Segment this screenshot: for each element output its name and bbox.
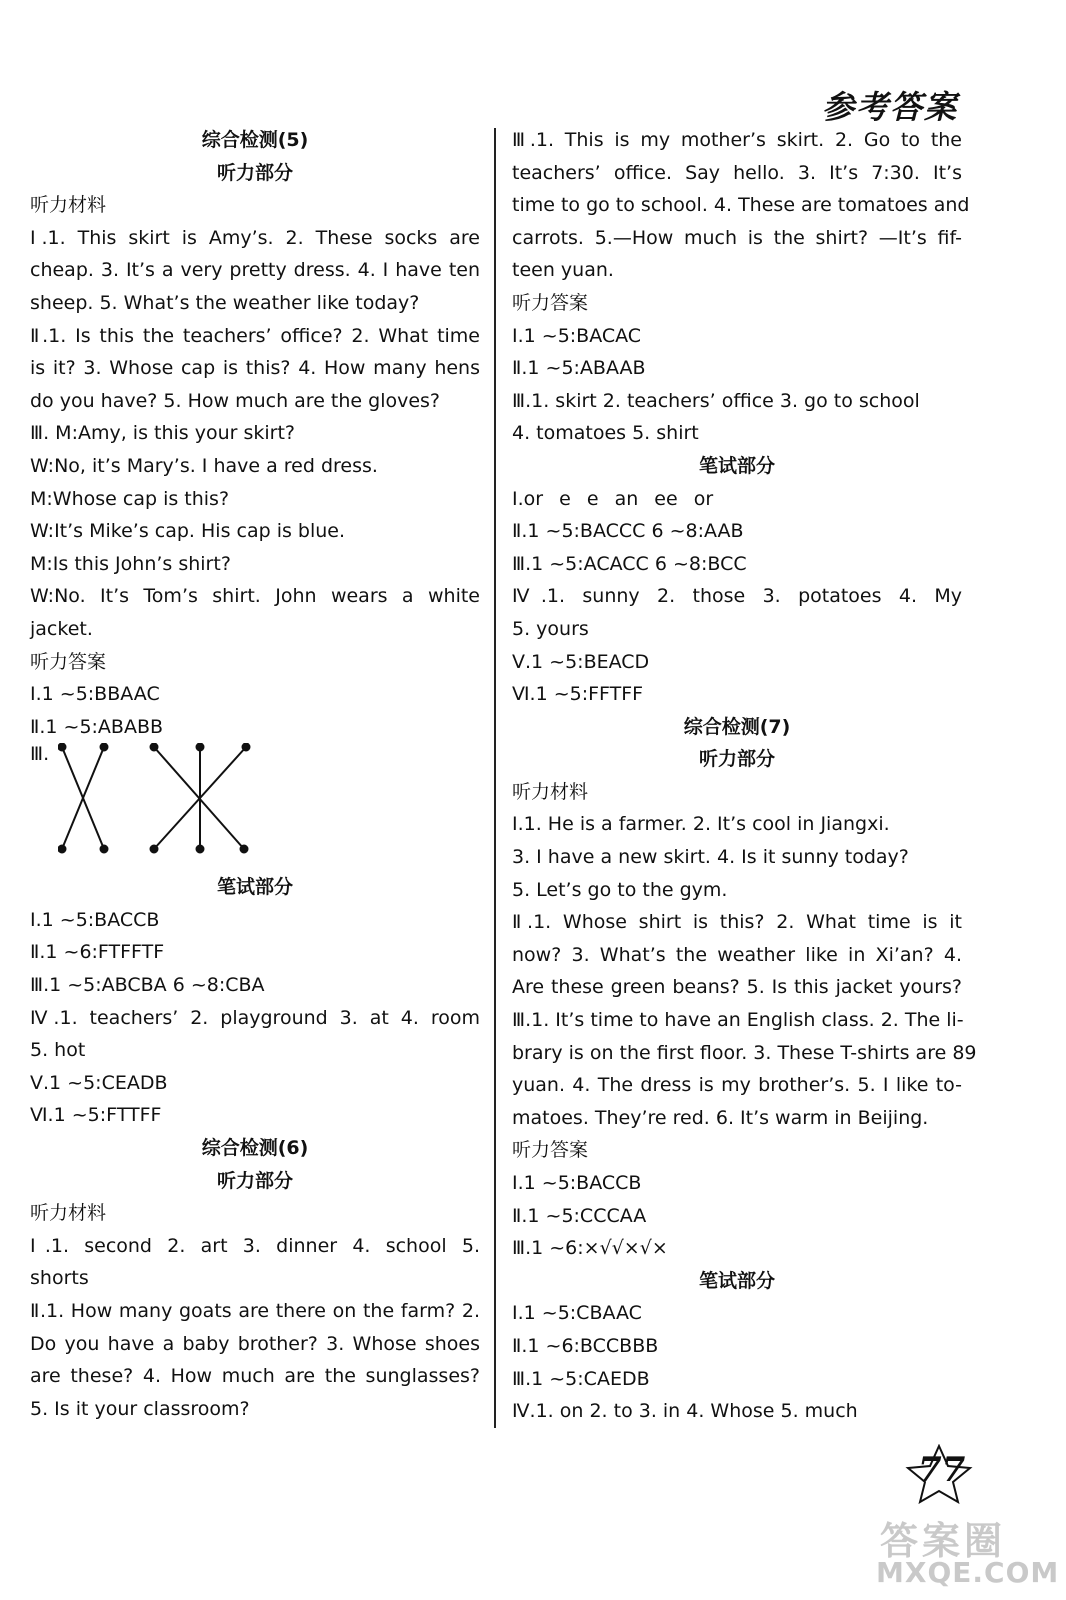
- watermark-logo: 答案圈: [880, 1519, 1007, 1563]
- section-subtitle: 听力部分: [698, 748, 775, 771]
- text-line: Ⅲ. M:Amy, is this your skirt?: [30, 422, 296, 445]
- section-title: 综合检测(7): [683, 715, 791, 738]
- text-line: matoes. They’re red. 6. It’s warm in Beijing.: [512, 1106, 929, 1129]
- page-number: 77: [918, 1450, 966, 1490]
- text-line: Ⅰ.1. second 2. art 3. dinner 4. school 5.: [30, 1234, 480, 1257]
- answer-line: Ⅰ.1 ~5:BACCB: [30, 908, 160, 931]
- column-divider: [494, 128, 496, 1428]
- text-line: shorts: [30, 1267, 89, 1290]
- answer-line: Ⅱ.1 ~5:CCCAA: [512, 1204, 647, 1227]
- answer-line: 4. tomatoes 5. shirt: [512, 422, 699, 445]
- text-line: 5. Let’s go to the gym.: [512, 878, 728, 901]
- text-line: sheep. 5. What’s the weather like today?: [30, 291, 420, 314]
- text-line: yuan. 4. The dress is my brother’s. 5. I like to-: [512, 1074, 962, 1097]
- section-title: 综合检测(5): [201, 129, 309, 151]
- text-line: Are these green beans? 5. Is this jacket yours?: [512, 976, 962, 999]
- section-subtitle: 笔试部分: [698, 1269, 775, 1292]
- answer-line: Ⅱ.1 ~5:BACCC 6 ~8:AAB: [512, 520, 744, 543]
- answer-line: Ⅳ.1. sunny 2. those 3. potatoes 4. My: [512, 585, 962, 608]
- text-line: Ⅱ.1. How many goats are there on the farm? 2.: [30, 1300, 480, 1322]
- answer-line: Ⅴ.1 ~5:BEACD: [512, 650, 650, 673]
- answer-line: Ⅴ.1 ~5:CEADB: [30, 1071, 168, 1094]
- subheading: 听力材料: [512, 780, 589, 803]
- answer-line: 5. hot: [30, 1039, 86, 1062]
- text-line: Ⅲ.1. This is my mother’s skirt. 2. Go to the: [512, 129, 962, 151]
- answer-line: Ⅱ.1 ~6:BCCBBB: [512, 1334, 659, 1357]
- answer-line: Ⅳ.1. teachers’ 2. playground 3. at 4. room: [30, 1006, 480, 1029]
- answer-line: Ⅱ.1 ~6:FTFFTF: [30, 941, 165, 964]
- section-title: 综合检测(6): [201, 1137, 309, 1160]
- answer-label: Ⅲ.: [30, 743, 50, 766]
- text-line: teachers’ office. Say hello. 3. It’s 7:30. It’s: [512, 161, 962, 184]
- text-line: M:Is this John’s shirt?: [30, 552, 231, 575]
- text-line: W:No. It’s Tom’s shirt. John wears a white: [30, 585, 480, 608]
- text-line: 5. Is it your classroom?: [30, 1397, 250, 1420]
- answer-line: Ⅰ.1 ~5:BBAAC: [30, 683, 160, 706]
- answer-line: Ⅵ.1 ~5:FTTFF: [30, 1104, 162, 1127]
- subheading: 听力材料: [30, 1202, 107, 1225]
- text-line: W:No, it’s Mary’s. I have a red dress.: [30, 454, 378, 477]
- section-subtitle: 听力部分: [216, 1169, 293, 1192]
- answer-line: 5. yours: [512, 617, 589, 640]
- text-line: M:Whose cap is this?: [30, 487, 230, 510]
- text-line: Ⅰ.1. This skirt is Amy’s. 2. These socks are: [30, 226, 480, 249]
- answer-line: Ⅲ.1. skirt 2. teachers’ office 3. go to school: [512, 389, 920, 412]
- answer-line: Ⅰ.or e e an ee or: [512, 487, 714, 510]
- section-subtitle: 笔试部分: [216, 876, 293, 899]
- text-line: are these? 4. How much are the sunglasses?: [30, 1365, 480, 1388]
- page-header-title: 参考答案: [821, 88, 958, 126]
- answer-line: Ⅲ.1 ~5:ABCBA 6 ~8:CBA: [30, 974, 265, 997]
- watermark-url: MXQE.COM: [876, 1556, 1060, 1589]
- right-column: [512, 124, 977, 1428]
- text-line: do you have? 5. How much are the gloves?: [30, 389, 441, 412]
- text-line: cheap. 3. It’s a very pretty dress. 4. I have ten: [30, 259, 480, 282]
- text-line: Ⅱ.1. Is this the teachers’ office? 2. What time: [30, 324, 480, 347]
- text-line: now? 3. What’s the weather like in Xi’an? 4.: [512, 943, 962, 966]
- text-line: teen yuan.: [512, 259, 614, 282]
- text-line: time to go to school. 4. These are tomatoes and: [512, 194, 970, 217]
- text-line: Do you have a baby brother? 3. Whose shoes: [30, 1332, 480, 1355]
- left-column: [30, 124, 480, 1425]
- matching-lines-graphic: [58, 743, 288, 863]
- subheading: 听力答案: [512, 1139, 589, 1162]
- text-line: is it? 3. Whose cap is this? 4. How many hens: [30, 357, 480, 380]
- subheading: 听力材料: [30, 194, 107, 217]
- section-subtitle: 笔试部分: [698, 454, 775, 477]
- text-line: Ⅰ.1. He is a farmer. 2. It’s cool in Jiangxi.: [512, 813, 890, 836]
- text-line: W:It’s Mike’s cap. His cap is blue.: [30, 520, 346, 543]
- text-line: Ⅲ.1. It’s time to have an English class. 2. The li-: [512, 1009, 964, 1032]
- answer-line: Ⅳ.1. on 2. to 3. in 4. Whose 5. much: [512, 1400, 858, 1423]
- answer-line: Ⅲ.1 ~5:ACACC 6 ~8:BCC: [512, 552, 747, 575]
- answer-line: Ⅲ.1 ~5:CAEDB: [512, 1367, 650, 1390]
- text-line: jacket.: [30, 617, 93, 640]
- subheading: 听力答案: [512, 291, 589, 314]
- text-line: carrots. 5.—How much is the shirt? —It’s fif-: [512, 226, 962, 249]
- watermark: [870, 1510, 1060, 1590]
- text-line: 3. I have a new skirt. 4. Is it sunny today?: [512, 846, 909, 869]
- page-number-badge: [904, 1444, 974, 1504]
- answer-line: Ⅵ.1 ~5:FFTFF: [512, 683, 644, 706]
- text-line: brary is on the first floor. 3. These T-shirts are 89: [512, 1041, 977, 1064]
- section-subtitle: 听力部分: [216, 161, 293, 184]
- answer-line: Ⅱ.1 ~5:ABABB: [30, 715, 164, 738]
- answer-line: Ⅰ.1 ~5:BACCB: [512, 1172, 642, 1194]
- answer-line: Ⅰ.1 ~5:CBAAC: [512, 1302, 642, 1325]
- answer-line: Ⅰ.1 ~5:BACAC: [512, 324, 642, 347]
- subheading: 听力答案: [30, 650, 107, 673]
- answer-line: Ⅱ.1 ~5:ABAAB: [512, 357, 646, 380]
- answer-line: Ⅲ.1 ~6:×√√×√×: [512, 1237, 668, 1260]
- text-line: Ⅱ.1. Whose shirt is this? 2. What time is it: [512, 911, 962, 934]
- matching-diagram: [30, 743, 480, 871]
